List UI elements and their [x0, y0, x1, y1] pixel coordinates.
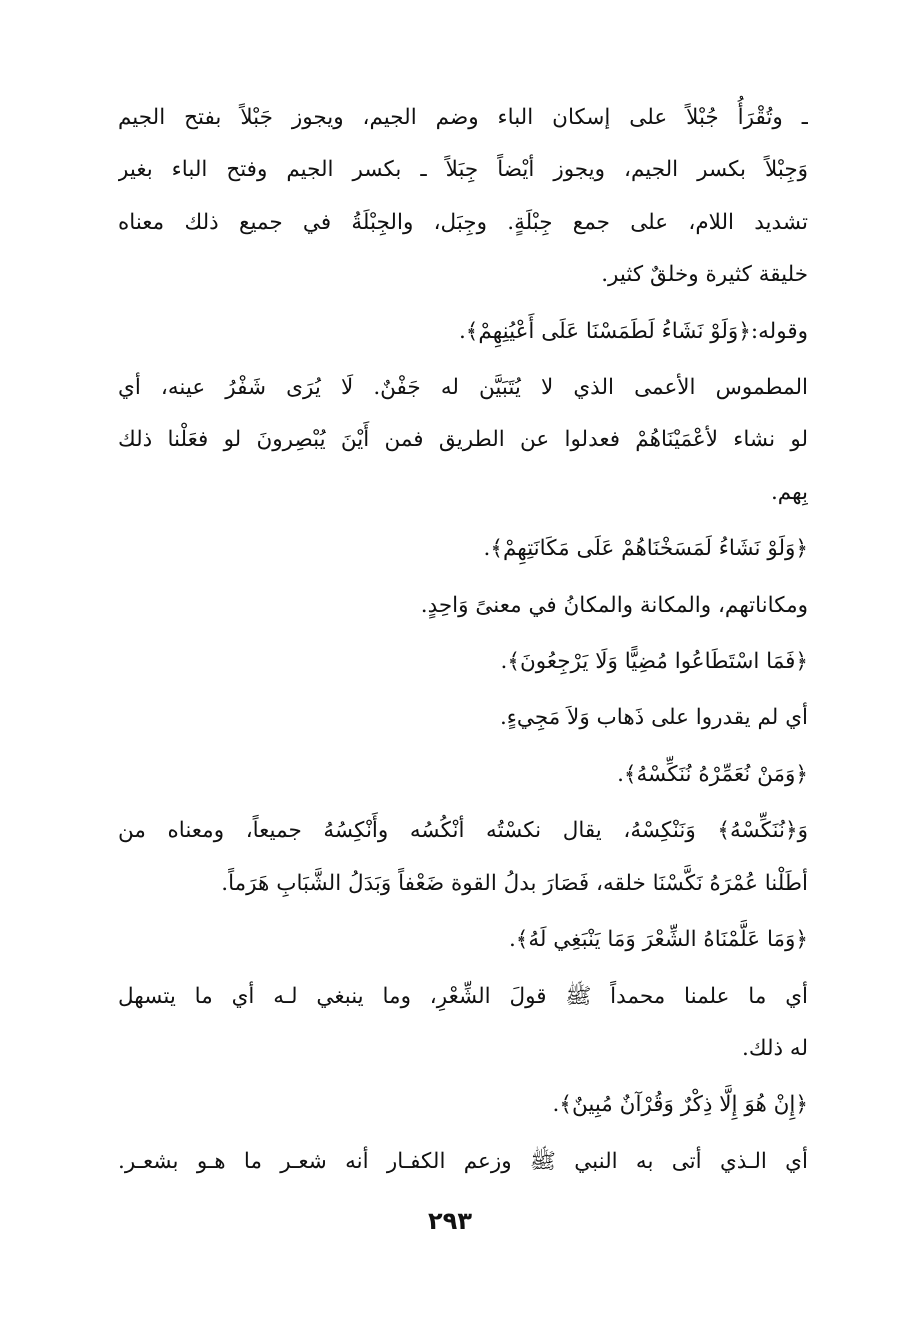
- text-line: تشديد اللام، على جمع جِبْلَةٍ. وجِبَل، والجِبْلَةُ في جميع ذلك معناه: [118, 209, 808, 235]
- quran-verse-line: ﴿إِنْ هُوَ إِلَّا ذِكْرٌ وَقُرْآنٌ مُبِينٌ﴾.: [552, 1092, 808, 1118]
- text-line: وَ﴿نُنَكِّسْهُ﴾ وَنَنْكِسْهُ، يقال نكسْتُه أنْكُسُه وأَنْكِسُهُ جميعاً، ومعناه من: [118, 818, 808, 844]
- paragraph-commentary-shir: [118, 971, 808, 1076]
- text-line: ومكاناتهم، والمكانة والمكانُ في معنىً وَاحِدٍ.: [420, 592, 808, 618]
- paragraph-verse-shir: [118, 914, 808, 966]
- paragraph-commentary-jibill: [118, 92, 808, 302]
- text-line: لو نشاء لأعْمَيْنَاهُمْ فعدلوا عن الطريق فمن أَيْنَ يُبْصِرونَ لو فعَلْنا ذلك: [118, 427, 808, 453]
- text-line: خليقة كثيرة وخلقٌ كثير.: [601, 262, 808, 288]
- text-line: ـ وتُقْرَأُ جُبْلاً على إسكان الباء وضم الجيم، ويجوز جَبْلاً بفتح الجيم: [118, 105, 808, 130]
- text-line: أي الـذي أتى به النبي ﷺ وزعم الكفـار أنه شعـر ما هـو بشعـر.: [118, 1148, 808, 1174]
- quran-verse-line: وقوله:﴿وَلَوْ نَشَاءُ لَطَمَسْنَا عَلَى أَعْيُنِهِمْ﴾.: [458, 318, 808, 344]
- quran-verse-line: ﴿وَلَوْ نَشَاءُ لَمَسَخْنَاهُمْ عَلَى مَكَانَتِهِمْ﴾.: [483, 536, 808, 562]
- quran-verse-line: ﴿وَمَنْ نُعَمِّرْهُ نُنَكِّسْهُ﴾.: [617, 761, 808, 787]
- text-line: المطموس الأعمى الذي لا يُتَبَيَّن له جَفْنٌ. لَا يُرَى شَفْرُ عينه، أي: [118, 375, 808, 401]
- paragraph-commentary-makana: [118, 580, 808, 632]
- page-number: ٢٩٣: [428, 1207, 472, 1235]
- paragraph-verse-tamasna: [118, 306, 808, 358]
- text-line: أطَلْنا عُمْرَهُ نَكَّسْنَا خلقه، فَصَارَ بدلُ القوة ضَعْفاً وَبَدَلُ الشَّبَابِ هَرَماً.: [221, 870, 808, 896]
- quran-verse-line: ﴿فَمَا اسْتَطَاعُوا مُضِيًّا وَلَا يَرْجِعُونَ﴾.: [500, 649, 808, 675]
- text-line: بِهم.: [770, 479, 808, 505]
- quran-verse-line: ﴿وَمَا عَلَّمْنَاهُ الشِّعْرَ وَمَا يَنْبَغِي لَهُ﴾.: [508, 927, 808, 953]
- paragraph-commentary-dhahab: [118, 692, 808, 744]
- text-line: أي لم يقدروا على ذَهاب وَلاَ مَجِيءٍ.: [499, 705, 808, 731]
- text-line: وَجِبْلاً بكسر الجيم، ويجوز أيْضاً جِبَلاً ـ بكسر الجيم وفتح الباء بغير: [118, 157, 808, 183]
- paragraph-commentary-matmus: [118, 362, 808, 519]
- paragraph-verse-masakhnahum: [118, 523, 808, 575]
- paragraph-verse-dhikr: [118, 1079, 808, 1131]
- body-text: [118, 92, 808, 1192]
- paragraph-commentary-kuffar: [118, 1136, 808, 1188]
- text-line: أي ما علمنا محمداً ﷺ قولَ الشِّعْرِ، وما ينبغي لـه أي ما يتسهل: [118, 983, 808, 1009]
- paragraph-commentary-nakasa: [118, 805, 808, 910]
- paragraph-verse-mudiyya: [118, 636, 808, 688]
- text-line: له ذلك.: [742, 1035, 808, 1061]
- paragraph-verse-nunakkishu: [118, 749, 808, 801]
